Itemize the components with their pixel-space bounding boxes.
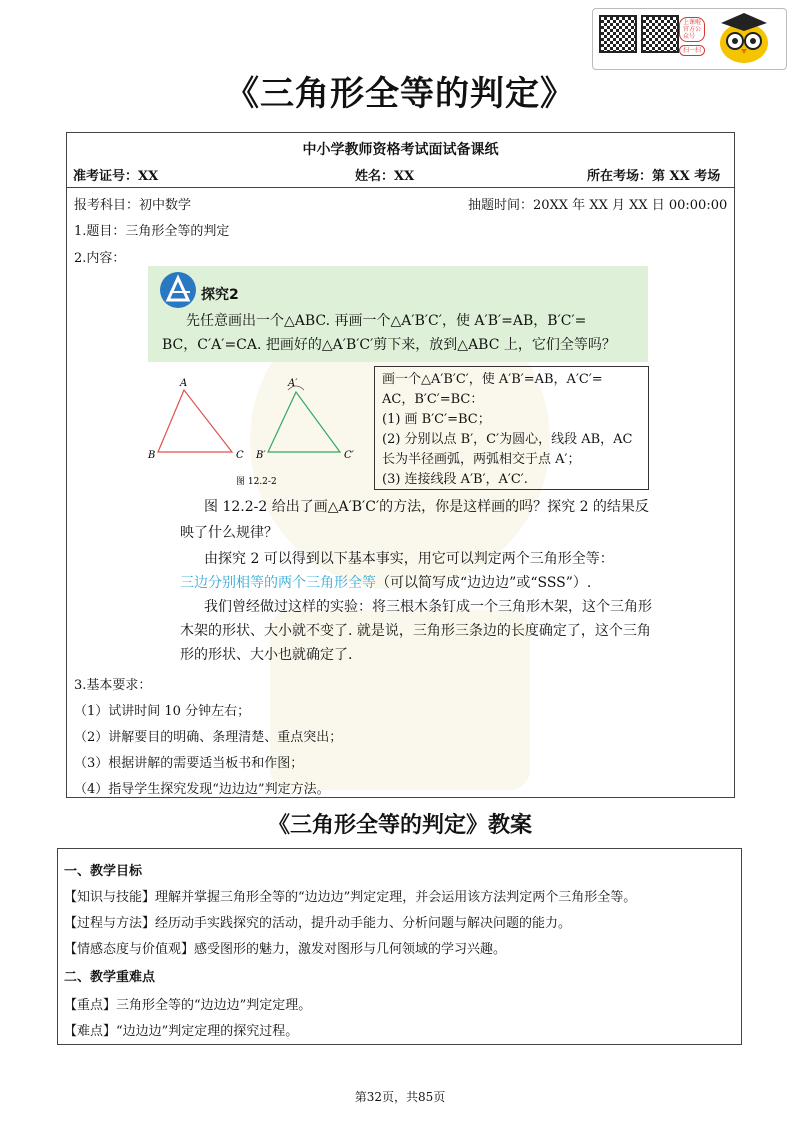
goal-process: 【过程与方法】经历动手实践探究的活动，提升动手能力、分析问题与解决问题的能力。: [64, 916, 572, 931]
exam-number: 准考证号：XX: [73, 169, 159, 184]
vertex-a2-label: A′: [288, 378, 298, 389]
goal-knowledge: 【知识与技能】理解并掌握三角形全等的“边边边”判定定理，并会运用该方法判定两个三角形全等。: [64, 890, 637, 905]
explore-text-line: BC，C′A′=CA. 把画好的△A′B′C′剪下来，放到△ABC 上，它们全等吗？: [162, 337, 616, 353]
excerpt-text-line: 木架的形状、大小就不变了. 就是说，三角形三条边的长度确定了，这个三角: [180, 623, 651, 639]
step-line: 长为半径画弧，两弧相交于点 A′；: [382, 452, 581, 467]
brand-bubble: 上课啦 官方公 众号: [679, 17, 705, 42]
vertex-b2-label: B′: [256, 450, 266, 461]
excerpt-text-line: 由探究 2 可以得到以下基本事实，用它可以判定两个三角形全等：: [204, 551, 614, 567]
brand-banner: [592, 8, 787, 70]
exam-subject: 报考科目：初中数学: [74, 198, 192, 213]
topic: 1.题目：三角形全等的判定: [74, 224, 230, 239]
section-heading: 一、教学目标: [64, 864, 143, 879]
content-label: 2.内容：: [74, 251, 126, 266]
exam-venue: 所在考场：第 XX 考场: [587, 169, 721, 184]
excerpt-text-line: 形的形状、大小也就确定了.: [180, 647, 353, 663]
triangle-figure: [140, 372, 370, 492]
goal-emotion: 【情感态度与价值观】感受图形的魅力，激发对图形与几何领域的学习兴趣。: [64, 942, 507, 957]
step-line: (3) 连接线段 A′B′，A′C′.: [382, 472, 528, 487]
page-title: 《三角形全等的判定》: [225, 74, 575, 114]
lesson-plan-title: 《三角形全等的判定》教案: [267, 813, 532, 838]
step-line: 画一个△A′B′C′，使 A′B′=AB，A′C′=: [382, 372, 603, 387]
vertex-a-label: A: [180, 378, 188, 389]
difficulty-point: 【难点】“边边边”判定定理的探究过程。: [64, 1024, 299, 1039]
excerpt-text-line: 映了什么规律？: [180, 525, 278, 541]
brand-bubble-scan: 扫一扫: [679, 45, 705, 56]
section-heading: 二、教学重难点: [64, 970, 156, 985]
divider: [67, 187, 734, 188]
sss-highlight: 三边分别相等的两个三角形全等: [180, 575, 376, 591]
sss-statement: [180, 572, 591, 592]
triangle-abc: [158, 390, 232, 452]
explore-text-line: 先任意画出一个△ABC. 再画一个△A′B′C′，使 A′B′=AB，B′C′=: [186, 313, 587, 329]
requirement-item: （2）讲解要目的明确、条理清楚、重点突出；: [74, 730, 343, 745]
explore-label: 探究2: [201, 287, 239, 303]
requirement-item: （3）根据讲解的需要适当板书和作图；: [74, 756, 304, 771]
figure-caption: 图 12.2-2: [236, 477, 277, 487]
step-line: (2) 分别以点 B′，C′为圆心，线段 AB，AC: [382, 432, 633, 447]
excerpt-text-line: 图 12.2-2 给出了画△A′B′C′的方法，你是这样画的吗？探究 2 的结果反: [204, 499, 649, 515]
draw-time: 抽题时间：20XX 年 XX 月 XX 日 00:00:00: [468, 198, 728, 213]
candidate-name: 姓名：XX: [355, 169, 415, 184]
vertex-c2-label: C′: [344, 450, 354, 461]
explore-badge-icon: [158, 270, 198, 310]
page-number: 第32页，共85页: [354, 1090, 446, 1104]
owl-mascot-icon: [711, 11, 777, 65]
sss-note: （可以简写成“边边边”或“SSS”）.: [376, 575, 592, 591]
step-line: (1) 画 B′C′=BC；: [382, 412, 491, 427]
vertex-b-label: B: [148, 450, 156, 461]
qr-code-icon: [641, 15, 679, 53]
requirement-item: （4）指导学生探究发现“边边边”判定方法。: [74, 782, 330, 797]
step-line: AC，B′C′=BC：: [382, 392, 484, 407]
sheet-title: 中小学教师资格考试面试备课纸: [302, 142, 499, 158]
requirement-item: （1）试讲时间 10 分钟左右；: [74, 704, 251, 719]
triangle-a2b2c2: [268, 392, 340, 452]
qr-code-icon: [599, 15, 637, 53]
requirements-label: 3.基本要求：: [74, 678, 152, 693]
key-point: 【重点】三角形全等的“边边边”判定定理。: [64, 998, 312, 1013]
excerpt-text-line: 我们曾经做过这样的实验：将三根木条钉成一个三角形木架，这个三角形: [204, 599, 652, 615]
vertex-c-label: C: [236, 450, 244, 461]
